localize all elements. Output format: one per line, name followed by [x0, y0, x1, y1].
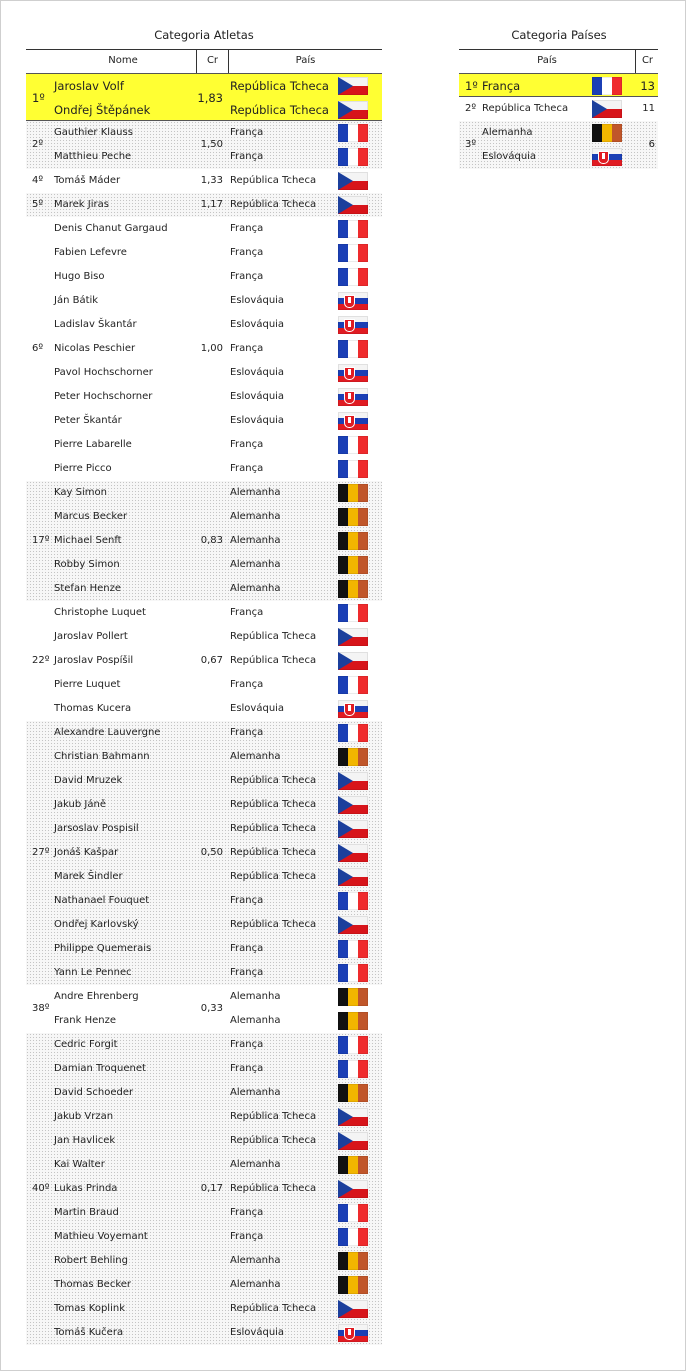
athlete-name: Peter Hochschorner — [54, 391, 153, 402]
rank-label: 4º — [32, 175, 44, 186]
athlete-name: Tomáš Kučera — [54, 1327, 124, 1338]
germany-flag-icon — [338, 1084, 368, 1102]
france-flag-icon — [338, 1060, 368, 1078]
country-rank-group — [459, 97, 658, 121]
athlete-country: França — [230, 223, 264, 234]
athlete-name: Jonáš Kašpar — [54, 847, 119, 858]
cr-value: 1,50 — [200, 139, 223, 150]
athlete-rank-group — [26, 169, 382, 193]
germany-flag-icon — [338, 1156, 368, 1174]
cr-value: 0,67 — [200, 655, 223, 666]
athlete-country: República Tcheca — [230, 1111, 317, 1122]
france-flag-icon — [338, 220, 368, 238]
athlete-name: Hugo Biso — [54, 271, 105, 282]
czech-flag-icon — [338, 196, 368, 214]
athlete-name: Jakub Jáně — [54, 799, 106, 810]
country-name: República Tcheca — [482, 103, 569, 114]
athlete-country: Alemanha — [230, 1087, 281, 1098]
slovakia-flag-icon — [338, 364, 368, 382]
france-flag-icon — [338, 268, 368, 286]
athletes-header-cr: Cr — [206, 55, 219, 66]
slovakia-flag-icon — [338, 388, 368, 406]
france-flag-icon — [338, 604, 368, 622]
country-rank-group — [459, 121, 658, 169]
athlete-country: Alemanha — [230, 487, 281, 498]
athlete-name: Peter Škantár — [54, 415, 122, 426]
germany-flag-icon — [338, 484, 368, 502]
athlete-country: França — [230, 679, 264, 690]
athlete-country: República Tcheca — [230, 823, 317, 834]
athlete-country: Eslováquia — [230, 703, 285, 714]
country-name: Alemanha — [482, 127, 533, 138]
czech-flag-icon — [338, 172, 368, 190]
athlete-country: França — [230, 1039, 264, 1050]
athlete-name: Ondřej Karlovský — [54, 919, 139, 930]
athlete-rank-group — [26, 721, 382, 985]
athlete-name: Cedric Forgit — [54, 1039, 118, 1050]
athlete-name: Christophe Luquet — [54, 607, 146, 618]
germany-flag-icon — [338, 580, 368, 598]
athlete-name: Marek Šindler — [54, 871, 123, 882]
france-flag-icon — [338, 1228, 368, 1246]
czech-flag-icon — [338, 652, 368, 670]
athlete-country: França — [230, 439, 264, 450]
france-flag-icon — [338, 1204, 368, 1222]
france-flag-icon — [338, 148, 368, 166]
athlete-name: Thomas Becker — [54, 1279, 132, 1290]
germany-flag-icon — [338, 748, 368, 766]
czech-flag-icon — [338, 1180, 368, 1198]
athlete-name: David Mruzek — [54, 775, 123, 786]
germany-flag-icon — [338, 556, 368, 574]
athlete-country: França — [230, 607, 264, 618]
athlete-country: Eslováquia — [230, 415, 285, 426]
athlete-rank-group — [26, 193, 382, 217]
athlete-country: França — [230, 943, 264, 954]
athlete-country: França — [230, 127, 264, 138]
athlete-country: França — [230, 151, 264, 162]
czech-flag-icon — [338, 772, 368, 790]
france-flag-icon — [338, 436, 368, 454]
athlete-country: República Tcheca — [230, 103, 329, 117]
athlete-country: França — [230, 271, 264, 282]
athlete-country: República Tcheca — [230, 175, 317, 186]
athlete-name: Lukas Prinda — [54, 1183, 118, 1194]
athlete-name: Jaroslav Volf — [54, 79, 124, 93]
athlete-name: Kay Simon — [54, 487, 107, 498]
rank-label: 1º — [32, 91, 45, 105]
athlete-country: Alemanha — [230, 991, 281, 1002]
france-flag-icon — [592, 77, 622, 95]
athlete-name: Andre Ehrenberg — [54, 991, 139, 1002]
czech-flag-icon — [338, 916, 368, 934]
athlete-country: República Tcheca — [230, 871, 317, 882]
athlete-name: Jaroslav Pollert — [54, 631, 128, 642]
athlete-name: Nathanael Fouquet — [54, 895, 150, 906]
france-flag-icon — [338, 1036, 368, 1054]
rank-label: 17º — [32, 535, 50, 546]
athlete-country: República Tcheca — [230, 1183, 317, 1194]
athlete-rank-group — [26, 121, 382, 169]
athlete-rank-group — [26, 601, 382, 721]
athlete-name: Frank Henze — [54, 1015, 116, 1026]
france-flag-icon — [338, 244, 368, 262]
athlete-country: França — [230, 1207, 264, 1218]
rank-label: 3º — [465, 139, 477, 150]
france-flag-icon — [338, 724, 368, 742]
slovakia-flag-icon — [592, 148, 622, 166]
athlete-country: Alemanha — [230, 1255, 281, 1266]
athlete-country: França — [230, 895, 264, 906]
athletes-header-divider — [228, 49, 229, 73]
france-flag-icon — [338, 460, 368, 478]
rank-label: 38º — [32, 1003, 50, 1014]
athlete-country: França — [230, 247, 264, 258]
athlete-country: França — [230, 727, 264, 738]
athlete-name: Christian Bahmann — [54, 751, 150, 762]
athlete-name: Nicolas Peschier — [54, 343, 136, 354]
czech-flag-icon — [338, 101, 368, 119]
athlete-country: República Tcheca — [230, 847, 317, 858]
athlete-rank-group — [26, 481, 382, 601]
athlete-country: República Tcheca — [230, 79, 329, 93]
cr-value: 6 — [648, 139, 655, 150]
rank-label: 22º — [32, 655, 50, 666]
cr-value: 11 — [642, 103, 655, 114]
athlete-rank-group — [26, 217, 382, 481]
athlete-name: Marcus Becker — [54, 511, 128, 522]
rank-label: 2º — [32, 139, 44, 150]
athlete-name: Jarsoslav Pospisil — [54, 823, 139, 834]
slovakia-flag-icon — [338, 292, 368, 310]
athlete-country: Eslováquia — [230, 295, 285, 306]
athlete-name: Yann Le Pennec — [54, 967, 132, 978]
rank-label: 40º — [32, 1183, 50, 1194]
france-flag-icon — [338, 892, 368, 910]
germany-flag-icon — [338, 1276, 368, 1294]
czech-flag-icon — [338, 628, 368, 646]
athlete-name: Ladislav Škantár — [54, 319, 137, 330]
rank-label: 27º — [32, 847, 50, 858]
rank-label: 1º — [465, 79, 478, 93]
athlete-country: Alemanha — [230, 559, 281, 570]
cr-value: 1,33 — [200, 175, 223, 186]
athlete-country: República Tcheca — [230, 655, 317, 666]
athlete-country: República Tcheca — [230, 919, 317, 930]
athlete-country: República Tcheca — [230, 1303, 317, 1314]
athlete-name: Tomas Koplink — [54, 1303, 125, 1314]
athlete-country: Alemanha — [230, 1279, 281, 1290]
cr-value: 1,17 — [200, 199, 223, 210]
cr-value: 0,17 — [200, 1183, 223, 1194]
germany-flag-icon — [338, 508, 368, 526]
athlete-name: Matthieu Peche — [54, 151, 132, 162]
athlete-name: Jaroslav Pospíšil — [54, 655, 134, 666]
athletes-header-top-line — [26, 49, 382, 50]
czech-flag-icon — [338, 820, 368, 838]
athlete-name: Philippe Quemerais — [54, 943, 152, 954]
athlete-country: República Tcheca — [230, 775, 317, 786]
cr-value: 0,33 — [200, 1003, 223, 1014]
athlete-name: Kai Walter — [54, 1159, 105, 1170]
athlete-name: Michael Senft — [54, 535, 122, 546]
cr-value: 0,83 — [200, 535, 223, 546]
athlete-name: Pierre Labarelle — [54, 439, 132, 450]
athlete-country: Alemanha — [230, 1015, 281, 1026]
athlete-name: Mathieu Voyemant — [54, 1231, 148, 1242]
athlete-country: República Tcheca — [230, 631, 317, 642]
cr-value: 1,83 — [197, 91, 223, 105]
athlete-name: Thomas Kucera — [54, 703, 132, 714]
athlete-name: Pavol Hochschorner — [54, 367, 153, 378]
athletes-header-name: Nome — [108, 55, 138, 66]
czech-flag-icon — [338, 796, 368, 814]
athlete-country: Alemanha — [230, 535, 281, 546]
germany-flag-icon — [338, 988, 368, 1006]
athlete-country: República Tcheca — [230, 199, 317, 210]
athletes-table-title: Categoria Atletas — [154, 28, 254, 42]
athlete-rank-group — [26, 73, 382, 121]
rank-label: 2º — [465, 103, 477, 114]
czech-flag-icon — [338, 1300, 368, 1318]
country-name: Eslováquia — [482, 151, 537, 162]
france-flag-icon — [338, 676, 368, 694]
athlete-country: França — [230, 967, 264, 978]
slovakia-flag-icon — [338, 412, 368, 430]
athlete-name: Gauthier Klauss — [54, 127, 133, 138]
athlete-name: Jakub Vrzan — [54, 1111, 114, 1122]
france-flag-icon — [338, 340, 368, 358]
countries-header-country: País — [537, 55, 557, 66]
france-flag-icon — [338, 964, 368, 982]
athlete-name: Marek Jiras — [54, 199, 109, 210]
slovakia-flag-icon — [338, 1324, 368, 1342]
countries-table-title: Categoria Países — [511, 28, 607, 42]
france-flag-icon — [338, 124, 368, 142]
athlete-name: Robby Simon — [54, 559, 120, 570]
germany-flag-icon — [592, 124, 622, 142]
athlete-name: Jan Havlicek — [54, 1135, 116, 1146]
athlete-name: Martin Braud — [54, 1207, 119, 1218]
cr-value: 0,50 — [200, 847, 223, 858]
slovakia-flag-icon — [338, 316, 368, 334]
athlete-name: Robert Behling — [54, 1255, 128, 1266]
athlete-name: Pierre Picco — [54, 463, 112, 474]
countries-header-cr: Cr — [641, 55, 654, 66]
athlete-country: Alemanha — [230, 583, 281, 594]
czech-flag-icon — [338, 1132, 368, 1150]
athlete-country: França — [230, 343, 264, 354]
athlete-name: Denis Chanut Gargaud — [54, 223, 168, 234]
country-name: França — [482, 79, 521, 93]
athlete-country: Alemanha — [230, 1159, 281, 1170]
cr-value: 1,00 — [200, 343, 223, 354]
czech-flag-icon — [592, 100, 622, 118]
athlete-country: Eslováquia — [230, 391, 285, 402]
athlete-country: França — [230, 463, 264, 474]
athlete-country: República Tcheca — [230, 1135, 317, 1146]
athlete-country: Alemanha — [230, 751, 281, 762]
athlete-rank-group — [26, 985, 382, 1033]
athlete-name: Fabien Lefevre — [54, 247, 127, 258]
rank-label: 6º — [32, 343, 44, 354]
czech-flag-icon — [338, 77, 368, 95]
athlete-name: Damian Troquenet — [54, 1063, 146, 1074]
cr-value: 13 — [640, 79, 655, 93]
athlete-country: Alemanha — [230, 511, 281, 522]
athlete-country: República Tcheca — [230, 799, 317, 810]
czech-flag-icon — [338, 868, 368, 886]
athlete-name: David Schoeder — [54, 1087, 134, 1098]
countries-header-divider — [635, 49, 636, 73]
germany-flag-icon — [338, 1252, 368, 1270]
athlete-country: Eslováquia — [230, 367, 285, 378]
athletes-header-country: País — [295, 55, 316, 66]
slovakia-flag-icon — [338, 700, 368, 718]
athlete-country: França — [230, 1231, 264, 1242]
countries-header-top-line — [459, 49, 658, 50]
athlete-name: Pierre Luquet — [54, 679, 121, 690]
athletes-header-divider — [196, 49, 197, 73]
athlete-country: França — [230, 1063, 264, 1074]
france-flag-icon — [338, 940, 368, 958]
athlete-name: Stefan Henze — [54, 583, 121, 594]
germany-flag-icon — [338, 1012, 368, 1030]
athlete-rank-group — [26, 1033, 382, 1345]
athlete-name: Ondřej Štěpánek — [54, 103, 151, 117]
germany-flag-icon — [338, 532, 368, 550]
athlete-country: Eslováquia — [230, 1327, 285, 1338]
athlete-country: Eslováquia — [230, 319, 285, 330]
czech-flag-icon — [338, 1108, 368, 1126]
athlete-name: Ján Bátik — [54, 295, 99, 306]
czech-flag-icon — [338, 844, 368, 862]
rank-label: 5º — [32, 199, 44, 210]
athlete-name: Alexandre Lauvergne — [54, 727, 161, 738]
country-rank-group — [459, 73, 658, 97]
athlete-name: Tomáš Máder — [54, 175, 121, 186]
